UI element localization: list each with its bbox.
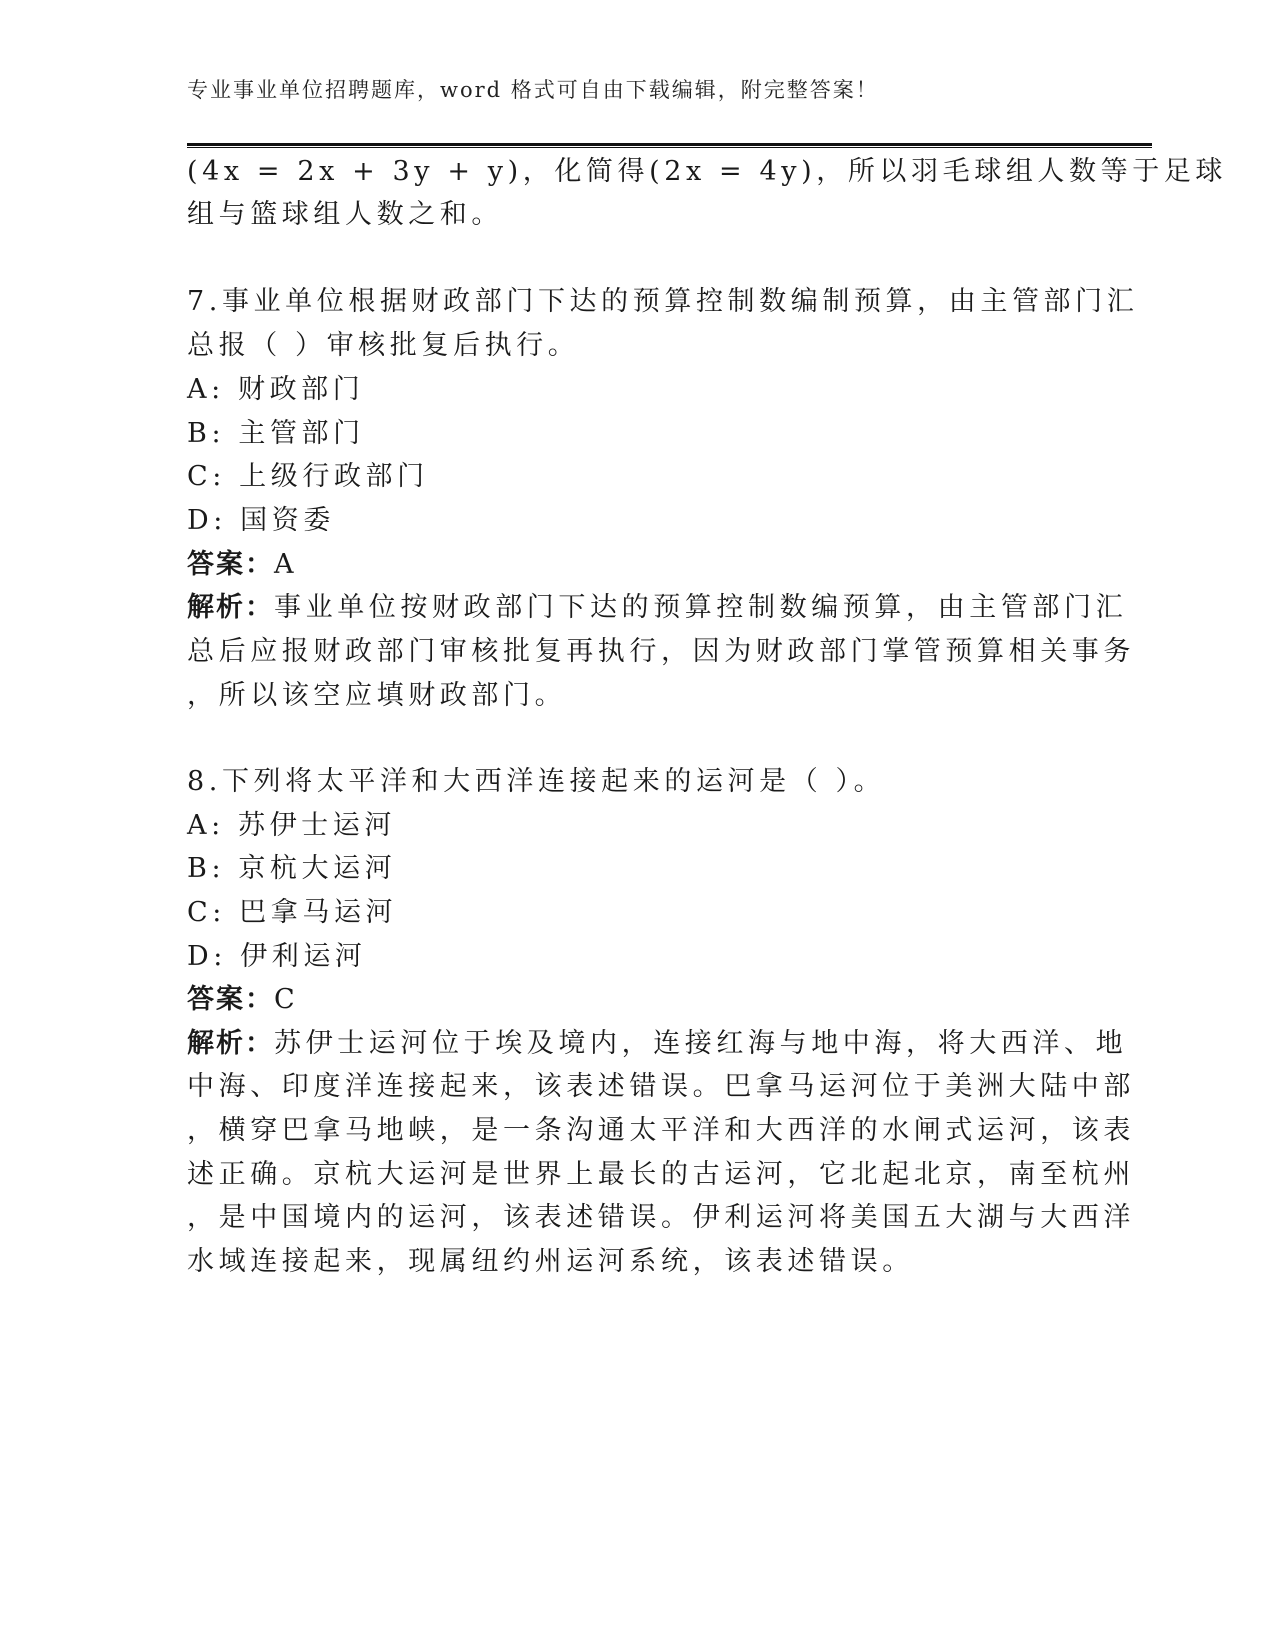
header-rule: [187, 143, 1152, 148]
q7-analysis-label: 解析：: [187, 592, 274, 623]
q8-analysis-line-2: 中海、印度洋连接起来，该表述错误。巴拿马运河位于美洲大陆中部: [187, 1071, 1135, 1102]
q7-option-d: D: 国资委: [187, 505, 335, 536]
q7-option-a: A: 财政部门: [187, 374, 365, 405]
q8-option-a: A: 苏伊士运河: [187, 810, 396, 841]
q7-stem-line-1: 7.事业单位根据财政部门下达的预算控制数编制预算，由主管部门汇: [187, 286, 1139, 317]
q7-analysis-line-2: 总后应报财政部门审核批复再执行，因为财政部门掌管预算相关事务: [187, 636, 1135, 667]
q7-analysis-line-3: ，所以该空应填财政部门。: [187, 680, 567, 711]
q7-answer-label: 答案：: [187, 549, 274, 580]
q8-option-b: B: 京杭大运河: [187, 853, 397, 884]
q8-analysis-line-4: 述正确。京杭大运河是世界上最长的古运河，它北起北京，南至杭州: [187, 1159, 1135, 1190]
q8-answer-label: 答案：: [187, 984, 274, 1015]
q7-analysis-text-1: 事业单位按财政部门下达的预算控制数编预算，由主管部门汇: [274, 592, 1128, 623]
q7-stem-line-2: 总报（ ）审核批复后执行。: [187, 330, 580, 361]
q8-option-d: D: 伊利运河: [187, 941, 367, 972]
page-header: 专业事业单位招聘题库，word 格式可自由下载编辑，附完整答案！: [187, 78, 879, 102]
q8-option-c: C: 巴拿马运河: [187, 897, 398, 928]
q8-analysis-line-6: 水域连接起来，现属纽约州运河系统，该表述错误。: [187, 1246, 914, 1277]
q7-answer-value: A: [274, 549, 299, 580]
q8-analysis-line-1: [187, 1028, 1127, 1060]
q8-analysis-label: 解析：: [187, 1028, 274, 1059]
q7-answer: [187, 549, 298, 581]
q8-stem-line-1: 8.下列将太平洋和大西洋连接起来的运河是（ ）。: [187, 766, 886, 797]
q8-answer: [187, 984, 299, 1016]
q7-option-b: B: 主管部门: [187, 418, 365, 449]
q8-analysis-line-5: ，是中国境内的运河，该表述错误。伊利运河将美国五大湖与大西洋: [187, 1202, 1135, 1233]
q8-analysis-text-1: 苏伊士运河位于埃及境内，连接红海与地中海，将大西洋、地: [274, 1028, 1128, 1059]
q7-option-c: C: 上级行政部门: [187, 461, 429, 492]
continuation-line-2: 组与篮球组人数之和。: [187, 199, 503, 230]
q8-analysis-line-3: ，横穿巴拿马地峡，是一条沟通太平洋和大西洋的水闸式运河，该表: [187, 1115, 1135, 1146]
q7-analysis-line-1: [187, 592, 1127, 624]
continuation-line-1: (4x = 2x + 3y + y)，化简得(2x = 4y)，所以羽毛球组人数等于足球: [187, 156, 1228, 187]
q8-answer-value: C: [274, 984, 300, 1015]
